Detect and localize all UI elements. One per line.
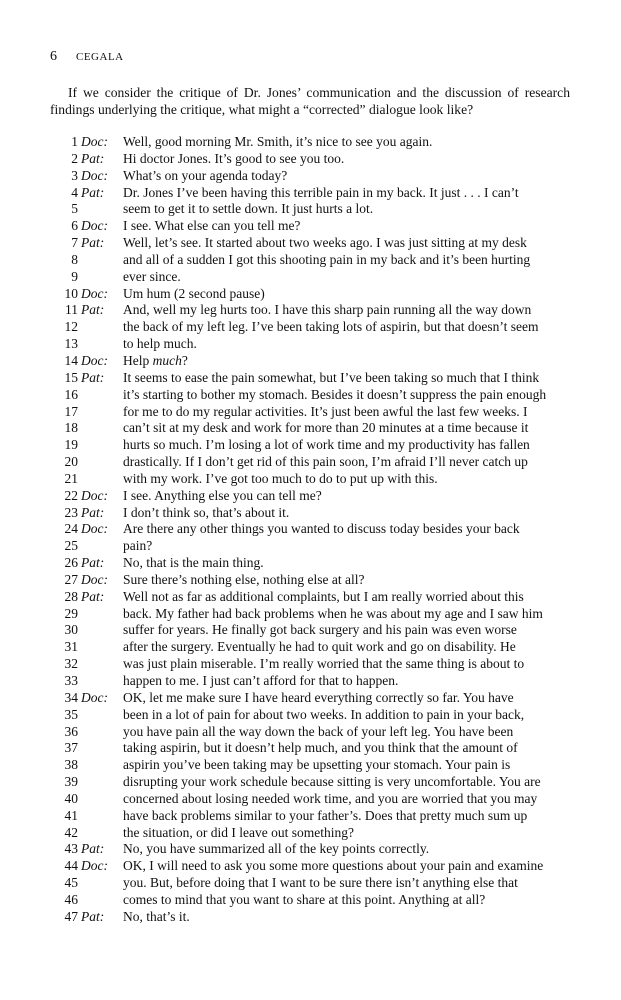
speaker-label: Pat:: [81, 235, 105, 251]
utterance-text: hurts so much. I’m losing a lot of work time and my productivity has fallen: [123, 437, 530, 453]
utterance-text: you. But, before doing that I want to be sure there isn’t anything else that: [123, 875, 518, 891]
line-number: 16: [64, 386, 78, 402]
utterance-text: Well, good morning Mr. Smith, it’s nice to see you again.: [123, 134, 433, 149]
utterance-text: Dr. Jones I’ve been having this terrible pain in my back. It just . . . I can’t: [123, 184, 519, 200]
utterance-text: the situation, or did I leave out something?: [123, 824, 354, 840]
utterance-text: disrupting your work schedule because sitting is very uncomfortable. You are: [123, 774, 541, 790]
line-number: 7: [71, 235, 78, 251]
dialogue-line: [50, 841, 570, 858]
line-number: 23: [64, 504, 78, 520]
dialogue-line: [50, 589, 570, 606]
line-number: 3: [71, 167, 78, 183]
dialogue-line: [50, 420, 570, 437]
utterance-text: for me to do my regular activities. It’s just been awful the last few weeks. I: [123, 403, 528, 419]
speaker-label: Pat:: [81, 302, 105, 318]
line-number: 39: [64, 774, 78, 790]
page-number: 6: [50, 49, 58, 64]
utterance-text: No, that’s it.: [123, 908, 190, 924]
line-number: 30: [64, 622, 78, 638]
dialogue-line: [50, 808, 570, 825]
line-number: 28: [64, 588, 78, 604]
speaker-label: Pat:: [81, 841, 105, 857]
speaker-label: Pat:: [81, 588, 105, 604]
line-number: 18: [64, 420, 78, 436]
line-number: 20: [64, 454, 78, 470]
utterance-text: Um hum (2 second pause): [123, 285, 265, 301]
speaker-label: Pat:: [81, 184, 105, 200]
utterance-text: concerned about losing needed work time, and you are worried that you may: [123, 790, 538, 806]
speaker-label: Doc:: [81, 571, 108, 587]
dialogue-line: [50, 774, 570, 791]
dialogue-line: [50, 791, 570, 808]
line-number: 25: [64, 538, 78, 554]
utterance-text: to help much.: [123, 336, 197, 352]
page-header: [50, 48, 124, 65]
dialogue-line: [50, 892, 570, 909]
line-number: 37: [64, 740, 78, 756]
speaker-label: Doc:: [81, 167, 108, 183]
dialogue-line: [50, 168, 570, 185]
dialogue-line: [50, 454, 570, 471]
dialogue-line: [50, 404, 570, 421]
utterance-text: and all of a sudden I got this shooting pain in my back and it’s been hurting: [123, 251, 531, 267]
utterance-text: can’t sit at my desk and work for more than 20 minutes at a time because it: [123, 420, 529, 436]
dialogue-line: [50, 521, 570, 538]
line-number: 21: [64, 470, 78, 486]
line-number: 15: [64, 369, 78, 385]
line-number: 46: [64, 891, 78, 907]
utterance-text: it’s starting to bother my stomach. Besides it doesn’t suppress the pain enough: [123, 386, 547, 402]
utterance-text: after the surgery. Eventually he had to quit work and go on disability. He: [123, 639, 516, 655]
utterance-text: I see. What else can you tell me?: [123, 218, 301, 234]
utterance-text: OK, I will need to ask you some more questions about your pain and examine: [123, 858, 544, 874]
line-number: 26: [64, 555, 78, 571]
line-number: 19: [64, 437, 78, 453]
line-number: 32: [64, 656, 78, 672]
line-number: 5: [71, 201, 78, 217]
utterance-text: drastically. If I don’t get rid of this pain soon, I’m afraid I’ll never catch up: [123, 454, 528, 470]
speaker-label: Doc:: [81, 218, 108, 234]
dialogue-line: [50, 707, 570, 724]
running-head: CEGALA: [76, 51, 124, 63]
utterance-text: taking aspirin, but it doesn’t help much, and you think that the amount of: [123, 740, 518, 756]
line-number: 4: [71, 184, 78, 200]
utterance-text: been in a lot of pain for about two weeks. In addition to pain in your back,: [123, 706, 525, 722]
line-number: 40: [64, 790, 78, 806]
line-number: 43: [64, 841, 78, 857]
line-number: 36: [64, 723, 78, 739]
line-number: 29: [64, 605, 78, 621]
line-number: 9: [71, 268, 78, 284]
speaker-label: Pat:: [81, 555, 105, 571]
speaker-label: Pat:: [81, 369, 105, 385]
utterance-text: What’s on your agenda today?: [123, 167, 288, 183]
dialogue-line: [50, 505, 570, 522]
dialogue-line: [50, 151, 570, 168]
dialogue-line: [50, 319, 570, 336]
utterance-text: No, that is the main thing.: [123, 555, 264, 571]
dialogue-line: [50, 690, 570, 707]
dialogue-line: [50, 673, 570, 690]
dialogue-line: [50, 252, 570, 269]
dialogue-line: [50, 858, 570, 875]
utterance-text: ever since.: [123, 268, 181, 284]
speaker-label: Doc:: [81, 521, 108, 537]
line-number: 41: [64, 807, 78, 823]
utterance-text: pain?: [123, 538, 153, 554]
dialogue-line: [50, 134, 570, 151]
dialogue-line: [50, 201, 570, 218]
line-number: 14: [64, 352, 78, 368]
utterance-text: with my work. I’ve got too much to do to put up with this.: [123, 470, 438, 486]
dialogue-line: [50, 622, 570, 639]
utterance-text: No, you have summarized all of the key points correctly.: [123, 841, 430, 857]
line-number: 11: [65, 302, 78, 318]
dialogue-line: [50, 757, 570, 774]
dialogue-line: [50, 572, 570, 589]
speaker-label: Pat:: [81, 504, 105, 520]
line-number: 17: [64, 403, 78, 419]
utterance-text: Hi doctor Jones. It’s good to see you too.: [123, 150, 345, 166]
line-number: 45: [64, 875, 78, 891]
dialogue-line: [50, 875, 570, 892]
dialogue-line: [50, 639, 570, 656]
dialogue-transcript: [50, 134, 570, 926]
utterance-text: Sure there’s nothing else, nothing else at all?: [123, 571, 365, 587]
utterance-text: Help much?: [123, 352, 188, 368]
utterance-text: comes to mind that you want to share at this point. Anything at all?: [123, 891, 486, 907]
line-number: 38: [64, 757, 78, 773]
line-number: 12: [64, 319, 78, 335]
dialogue-line: [50, 387, 570, 404]
dialogue-line: [50, 185, 570, 202]
utterance-text: was just plain miserable. I’m really worried that the same thing is about to: [123, 656, 525, 672]
speaker-label: Doc:: [81, 134, 108, 149]
dialogue-line: [50, 269, 570, 286]
speaker-label: Doc:: [81, 858, 108, 874]
speaker-label: Pat:: [81, 908, 105, 924]
line-number: 31: [64, 639, 78, 655]
line-number: 13: [64, 336, 78, 352]
line-number: 1: [71, 134, 78, 149]
dialogue-line: [50, 286, 570, 303]
utterance-text: I see. Anything else you can tell me?: [123, 487, 322, 503]
dialogue-line: [50, 740, 570, 757]
utterance-text: seem to get it to settle down. It just hurts a lot.: [123, 201, 374, 217]
utterance-text: back. My father had back problems when he was about my age and I saw him: [123, 605, 543, 621]
dialogue-line: [50, 302, 570, 319]
dialogue-line: [50, 353, 570, 370]
dialogue-line: [50, 471, 570, 488]
utterance-text: suffer for years. He finally got back surgery and his pain was even worse: [123, 622, 517, 638]
dialogue-line: [50, 606, 570, 623]
line-number: 22: [64, 487, 78, 503]
utterance-text: aspirin you’ve been taking may be upsetting your stomach. Your pain is: [123, 757, 511, 773]
dialogue-line: [50, 218, 570, 235]
utterance-text: Well not as far as additional complaints, but I am really worried about this: [123, 588, 524, 604]
utterance-text: I don’t think so, that’s about it.: [123, 504, 290, 520]
line-number: 34: [64, 689, 78, 705]
utterance-text: have back problems similar to your father’s. Does that pretty much sum up: [123, 807, 528, 823]
line-number: 27: [64, 571, 78, 587]
line-number: 8: [71, 251, 78, 267]
line-number: 10: [64, 285, 78, 301]
dialogue-line: [50, 336, 570, 353]
speaker-label: Doc:: [81, 352, 108, 368]
speaker-label: Doc:: [81, 285, 108, 301]
dialogue-line: [50, 370, 570, 387]
dialogue-line: [50, 724, 570, 741]
utterance-text: happen to me. I just can’t afford for that to happen.: [123, 673, 399, 688]
dialogue-line: [50, 909, 570, 926]
line-number: 47: [64, 908, 78, 924]
line-number: 6: [71, 218, 78, 234]
dialogue-line: [50, 825, 570, 842]
dialogue-line: [50, 656, 570, 673]
dialogue-line: [50, 437, 570, 454]
speaker-label: Pat:: [81, 150, 105, 166]
dialogue-line: [50, 235, 570, 252]
dialogue-line: [50, 488, 570, 505]
dialogue-line: [50, 555, 570, 572]
speaker-label: Doc:: [81, 487, 108, 503]
utterance-text: Well, let’s see. It started about two weeks ago. I was just sitting at my desk: [123, 235, 527, 251]
utterance-text: the back of my left leg. I’ve been taking lots of aspirin, but that doesn’t seem: [123, 319, 539, 335]
intro-paragraph: If we consider the critique of Dr. Jones’ communication and the discussion of research findings underlying the critique, what might a “corrected” dialogue look like?: [50, 85, 570, 117]
line-number: 24: [64, 521, 78, 537]
utterance-text: OK, let me make sure I have heard everything correctly so far. You have: [123, 689, 514, 705]
line-number: 35: [64, 706, 78, 722]
line-number: 42: [64, 824, 78, 840]
utterance-text: It seems to ease the pain somewhat, but I’ve been taking so much that I think: [123, 369, 540, 385]
utterance-text: And, well my leg hurts too. I have this sharp pain running all the way down: [123, 302, 532, 318]
utterance-text: you have pain all the way down the back of your left leg. You have been: [123, 723, 514, 739]
line-number: 44: [64, 858, 78, 874]
dialogue-line: [50, 538, 570, 555]
speaker-label: Doc:: [81, 689, 108, 705]
utterance-text: Are there any other things you wanted to discuss today besides your back: [123, 521, 520, 537]
line-number: 2: [71, 150, 78, 166]
line-number: 33: [64, 673, 78, 688]
